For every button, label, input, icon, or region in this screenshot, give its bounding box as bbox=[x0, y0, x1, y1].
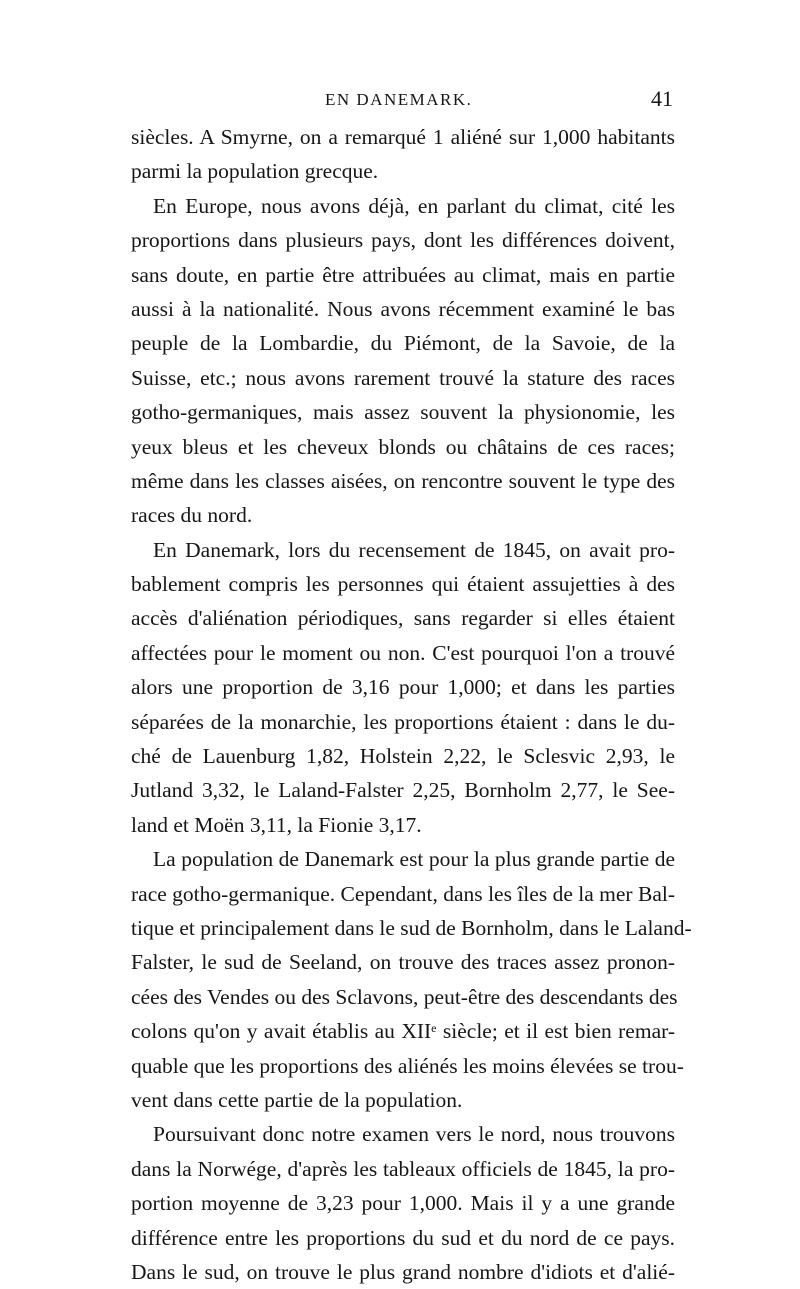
text-line: race gotho-germanique. Cependant, dans les îles de la mer Bal- bbox=[131, 881, 675, 906]
paragraph-1 bbox=[131, 120, 675, 189]
text-line: tique et principalement dans le sud de Bornholm, dans le Laland- bbox=[131, 915, 692, 940]
body-text bbox=[131, 120, 692, 1289]
page-number: 41 bbox=[651, 86, 673, 111]
paragraph-4 bbox=[131, 842, 692, 1117]
text-line: séparées de la monarchie, les proportions étaient : dans le du- bbox=[131, 709, 675, 734]
text-line: affectées pour le moment ou non. C'est pourquoi l'on a trouvé bbox=[131, 640, 675, 665]
text-line: quable que les proportions des aliénés les moins élevées se trou- bbox=[131, 1053, 684, 1078]
running-head bbox=[130, 86, 675, 116]
text-line: En Danemark, lors du recensement de 1845, on avait pro- bbox=[153, 537, 675, 562]
text-line: sans doute, en partie être attribuées au climat, mais en partie bbox=[131, 262, 675, 287]
superscript: e bbox=[431, 1021, 437, 1036]
paragraph-2 bbox=[131, 189, 675, 533]
text-line: gotho-germaniques, mais assez souvent la physionomie, les bbox=[131, 400, 675, 425]
text-line: alors une proportion de 3,16 pour 1,000; et dans les parties bbox=[131, 675, 675, 700]
text-line: Suisse, etc.; nous avons rarement trouvé la stature des races bbox=[131, 365, 675, 390]
text-line: siècles. A Smyrne, on a remarqué 1 aliéné sur 1,000 habitants bbox=[131, 125, 675, 149]
running-title: EN DANEMARK. bbox=[325, 90, 473, 109]
text-line: cées des Vendes ou des Sclavons, peut-être des descendants des bbox=[131, 984, 678, 1009]
text-line: parmi la population grecque. bbox=[131, 159, 379, 184]
text-line: portion moyenne de 3,23 pour 1,000. Mais il y a une grande bbox=[131, 1191, 675, 1216]
text-line: yeux bleus et les cheveux blonds ou châtains de ces races; bbox=[131, 434, 675, 459]
text-line-end: siècle; et il est bien remar- bbox=[436, 1019, 675, 1044]
text-line: différence entre les proportions du sud et du nord de ce pays. bbox=[131, 1225, 675, 1250]
text-line bbox=[131, 1014, 675, 1048]
text-line: accès d'aliénation périodiques, sans regarder si elles étaient bbox=[131, 606, 675, 631]
text-line: peuple de la Lombardie, du Piémont, de la Savoie, de la bbox=[131, 331, 675, 356]
text-line: Dans le sud, on trouve le plus grand nombre d'idiots et d'alié- bbox=[131, 1259, 675, 1284]
text-line: aussi à la nationalité. Nous avons récemment examiné le bas bbox=[131, 296, 675, 321]
text-line: vent dans cette partie de la population. bbox=[131, 1087, 463, 1112]
text-line: ché de Lauenburg 1,82, Holstein 2,22, le Sclesvic 2,93, le bbox=[131, 744, 675, 769]
text-line: Poursuivant donc notre examen vers le nord, nous trouvons bbox=[153, 1122, 675, 1147]
paragraph-3 bbox=[131, 533, 675, 843]
text-line: bablement compris les personnes qui étaient assujetties à des bbox=[131, 572, 675, 597]
text-line: proportions dans plusieurs pays, dont les différences doivent, bbox=[131, 228, 675, 253]
paragraph-5 bbox=[131, 1117, 675, 1289]
text-line: land et Moën 3,11, la Fionie 3,17. bbox=[131, 812, 422, 837]
text-line: Falster, le sud de Seeland, on trouve des traces assez pronon- bbox=[131, 950, 675, 975]
text-line: En Europe, nous avons déjà, en parlant du climat, cité les bbox=[153, 193, 675, 218]
text-line: races du nord. bbox=[131, 503, 253, 528]
text-line: dans la Norwége, d'après les tableaux officiels de 1845, la pro- bbox=[131, 1156, 675, 1181]
text-line: même dans les classes aisées, on rencontre souvent le type des bbox=[131, 468, 675, 493]
text-line-start: colons qu'on y avait établis au XII bbox=[131, 1019, 432, 1044]
text-line: La population de Danemark est pour la plus grande partie de bbox=[153, 847, 675, 872]
text-line: Jutland 3,32, le Laland-Falster 2,25, Bornholm 2,77, le See- bbox=[131, 778, 675, 803]
